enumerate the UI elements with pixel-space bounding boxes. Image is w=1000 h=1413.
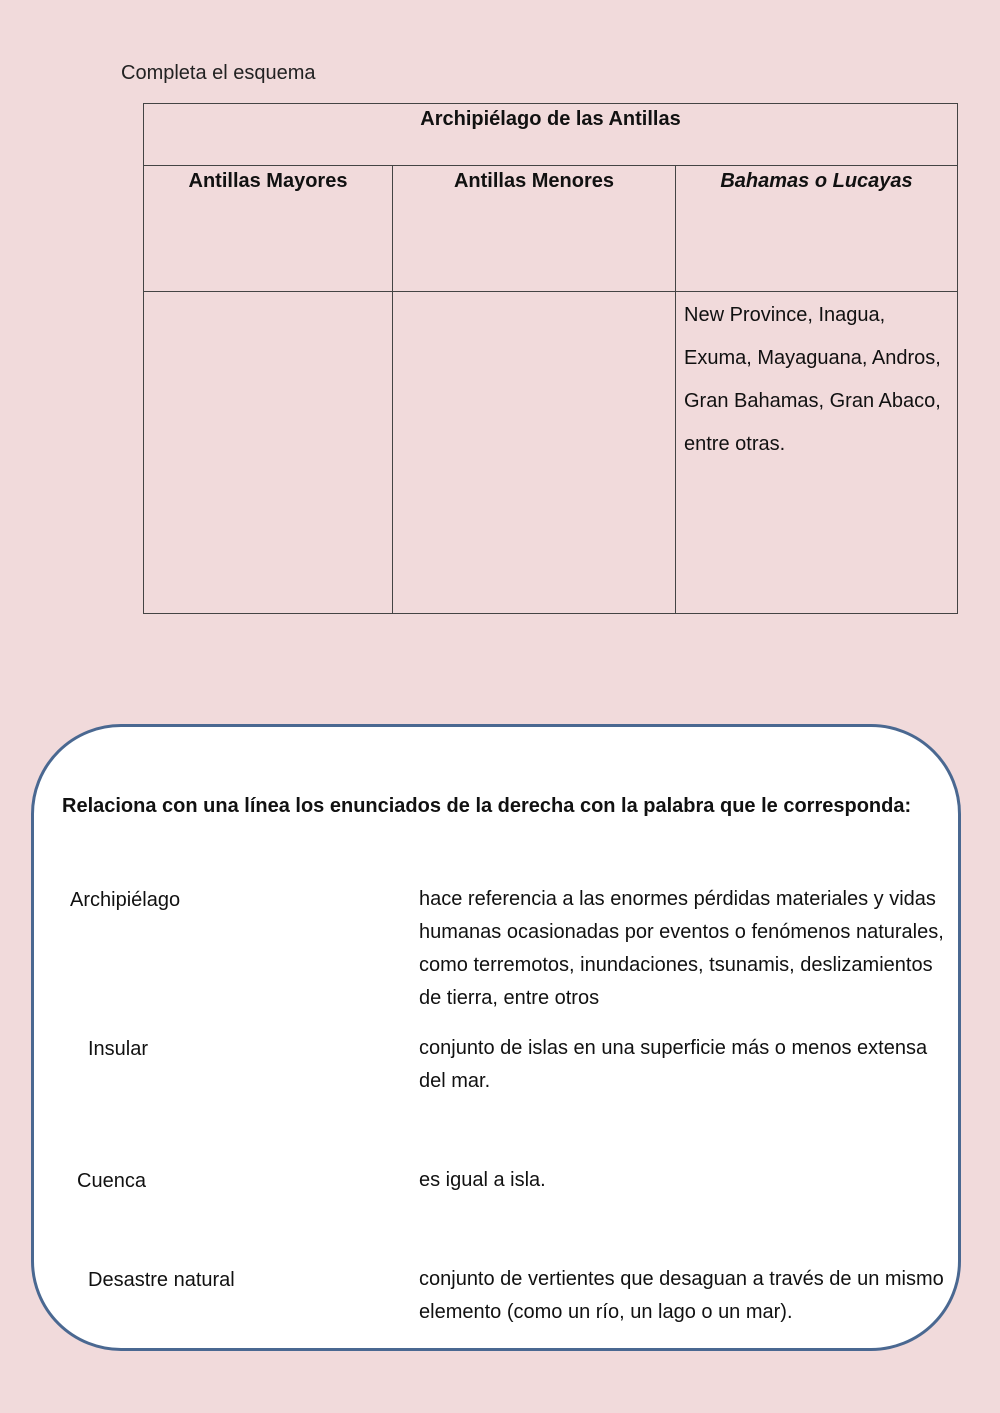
definition-island-set[interactable]: conjunto de islas en una superficie más o menos extensa del mar. [419,1037,928,1092]
bahamas-islands-text: New Province, Inagua, Exuma, Mayaguana, Andros, Gran Bahamas, Gran Abaco, entre otras. [684,304,941,455]
column-header-antillas-mayores: Antillas Mayores [144,166,393,292]
matching-instruction: Relaciona con una línea los enunciados de la derecha con la palabra que le corresponda: [62,795,912,817]
word-archipielago[interactable]: Archipiélago [70,889,181,911]
instruction-text: Completa el esquema [121,62,316,84]
word-desastre-natural[interactable]: Desastre natural [88,1269,235,1291]
scheme-title: Archipiélago de las Antillas [144,104,958,166]
answer-cell-antillas-mayores[interactable] [144,292,393,614]
column-header-antillas-menores: Antillas Menores [393,166,676,292]
definition-basin[interactable]: conjunto de vertientes que desaguan a través de un mismo elemento (como un río, un lago o un mar). [419,1268,944,1323]
answer-cell-antillas-menores[interactable] [393,292,676,614]
word-cuenca[interactable]: Cuenca [77,1170,146,1192]
definition-disaster[interactable]: hace referencia a las enormes pérdidas materiales y vidas humanas ocasionadas por eventos o fenómenos naturales, como terremotos, inundaciones, tsunamis, deslizamientos de tierra, entre otros [419,888,944,1009]
definition-island[interactable]: es igual a isla. [419,1169,546,1191]
antilles-scheme-table [143,103,958,614]
column-header-bahamas: Bahamas o Lucayas [676,166,958,292]
word-insular[interactable]: Insular [88,1038,149,1060]
bahamas-islands-cell [676,292,958,614]
matching-exercise-box [31,724,961,1351]
